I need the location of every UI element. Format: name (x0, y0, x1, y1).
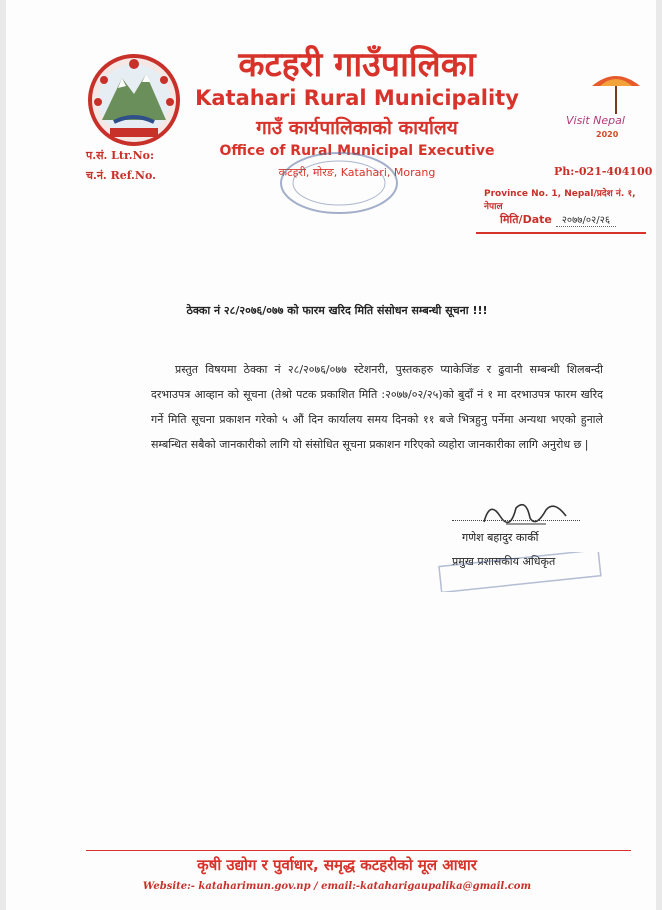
signatory-name: गणेश बहादुर कार्की (462, 531, 539, 544)
province-address: Province No. 1, Nepal/प्रदेश नं. १, नेपाल (484, 189, 636, 212)
footer-contact: Website:- kataharimun.gov.np / email:-kataharigaupalika@gmail.com (142, 881, 532, 892)
office-stamp-icon (274, 148, 404, 218)
letter-sheet (6, 0, 656, 910)
signatory-title: प्रमुख प्रशासकीय अधिकृत (452, 555, 556, 568)
office-address: कटहरी, मोरङ, Katahari, Morang (278, 166, 436, 179)
header-divider (476, 232, 646, 234)
date-value: २०७७/०२/२६ (556, 215, 616, 227)
notice-subject: ठेक्का नं २८/२०७६/०७७ को फारम खरिद मिति संसोधन सम्बन्धी सूचना !!! (186, 304, 488, 317)
notice-body: प्रस्तुत विषयमा ठेक्का नं २८/२०७६/०७७ स्टेशनरी, पुस्तकहरु प्याकेजिंङ र ढुवानी सम्बन्धी शिलबन्दी दरभाउपत्र आव्हान को सूचना (तेश्रो पटक प्रकाशित मिति :२०७७/०२/२५)को बुदाँ नं १ मा दरभाउपत्र फारम खरिद गर्ने मिति सूचना प्रकाशन गरेको ५ औं दिन कार्यालय समय दिनको ११ बजे भित्रहुनु पर्नेमा अन्यथा भएको हुनाले सम्बन्धित सबैको जानकारीको लागि यो संसोधित सूचना प्रकाशन गरिएको व्यहोरा जानकारीका लागि अनुरोध छ | (151, 363, 603, 451)
designation-stamp-icon (436, 552, 606, 592)
office-name-nepali: गाउँ कार्यपालिकाको कार्यालय (256, 117, 458, 139)
date-field (500, 212, 616, 227)
footer-motto: कृषी उद्योग र पुर्वाधार, समृद्ध कटहरीको मूल आधार (197, 856, 477, 874)
reference-number-label: च.नं. Ref.No. (86, 169, 156, 182)
footer-divider (86, 850, 631, 851)
signature-icon (476, 494, 576, 534)
letter-number-label: प.सं. Ltr.No: (86, 149, 155, 162)
visit-logo-year: 2020 (596, 130, 619, 139)
signature-line (452, 520, 580, 521)
date-label: मिति/Date (500, 213, 552, 226)
municipality-name-english: Katahari Rural Municipality (195, 86, 519, 110)
office-name-english: Office of Rural Municipal Executive (219, 143, 495, 159)
visit-logo-text: Visit Nepal (566, 114, 625, 127)
municipality-name-nepali: कटहरी गाउँपालिका (238, 45, 476, 85)
phone-number: Ph:-021-404100 (554, 165, 653, 178)
